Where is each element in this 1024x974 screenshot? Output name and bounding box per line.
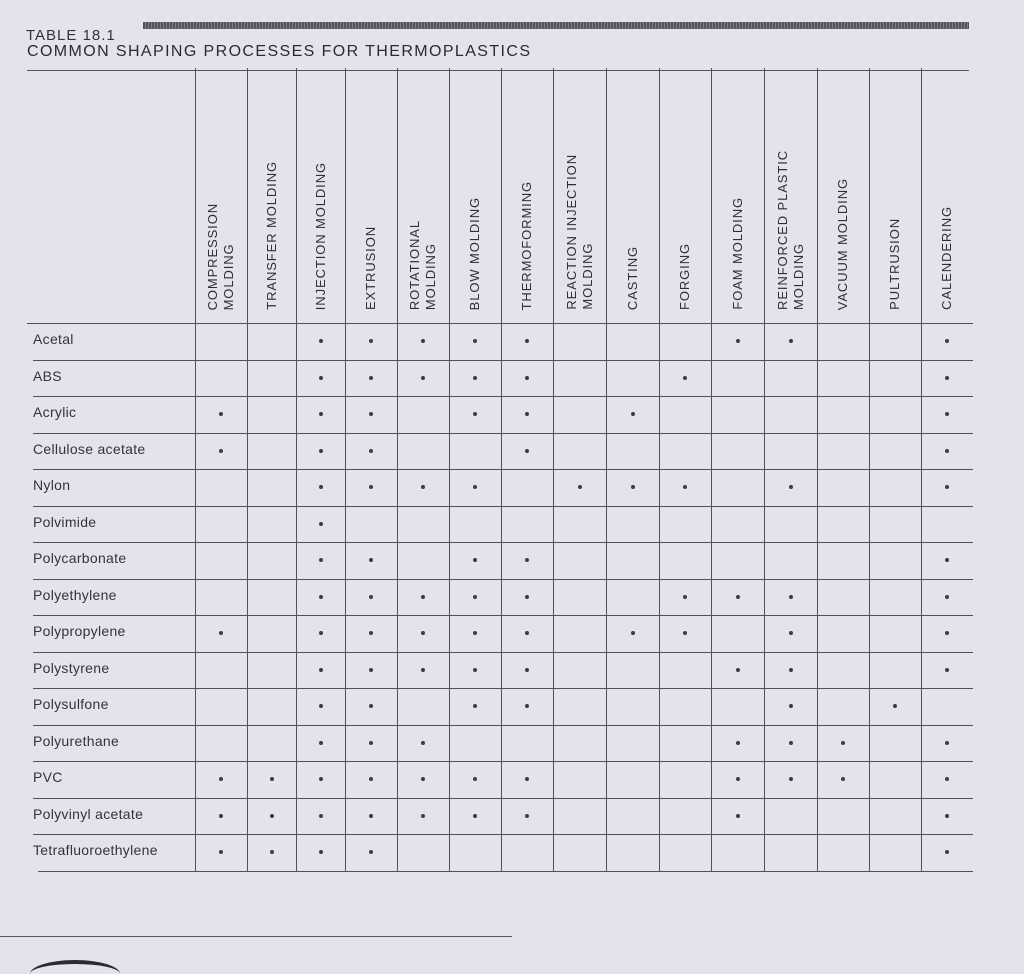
applicability-dot	[473, 558, 477, 562]
applicability-dot	[421, 814, 425, 818]
applicability-dot	[945, 631, 949, 635]
applicability-dot	[219, 814, 223, 818]
applicability-dot	[369, 741, 373, 745]
column-header	[869, 80, 921, 310]
applicability-dot	[683, 631, 687, 635]
applicability-dot	[369, 595, 373, 599]
column-header-label: TRANSFER MOLDING	[263, 161, 279, 310]
applicability-dot	[319, 704, 323, 708]
column-header-label: INJECTION MOLDING	[312, 161, 328, 310]
applicability-dot	[219, 412, 223, 416]
applicability-dot	[219, 449, 223, 453]
applicability-dot	[270, 814, 274, 818]
applicability-dot	[473, 595, 477, 599]
column-header	[659, 80, 711, 310]
row-label: Polyvinyl acetate	[33, 805, 144, 822]
applicability-dot	[945, 741, 949, 745]
applicability-dot	[369, 485, 373, 489]
applicability-dot	[319, 376, 323, 380]
applicability-dot	[421, 595, 425, 599]
applicability-dot	[525, 814, 529, 818]
applicability-dot	[631, 631, 635, 635]
applicability-dot	[319, 777, 323, 781]
applicability-dot	[525, 412, 529, 416]
applicability-dot	[473, 668, 477, 672]
row-divider	[33, 652, 973, 653]
row-divider	[33, 579, 973, 580]
column-header	[817, 80, 869, 310]
applicability-dot	[369, 339, 373, 343]
applicability-dot	[789, 777, 793, 781]
applicability-dot	[945, 412, 949, 416]
row-label: Polystyrene	[33, 659, 110, 676]
row-divider	[33, 615, 973, 616]
row-label: Polyurethane	[33, 732, 120, 749]
applicability-dot	[736, 668, 740, 672]
row-label: Polypropylene	[33, 623, 126, 640]
row-label: Tetrafluoroethylene	[33, 842, 158, 859]
applicability-dot	[421, 668, 425, 672]
row-label: Nylon	[33, 477, 71, 494]
header-rule	[27, 323, 973, 324]
applicability-dot	[945, 449, 949, 453]
applicability-dot	[945, 376, 949, 380]
row-label: Polvimide	[33, 513, 97, 530]
row-divider	[33, 834, 973, 835]
applicability-dot	[473, 777, 477, 781]
column-header	[921, 80, 973, 310]
column-header-label: PULTRUSION	[887, 218, 902, 310]
applicability-dot	[473, 485, 477, 489]
column-header-label: COMPRESSION MOLDING	[205, 202, 236, 310]
applicability-dot	[945, 558, 949, 562]
applicability-dot	[319, 339, 323, 343]
applicability-dot	[421, 777, 425, 781]
row-divider	[38, 871, 973, 872]
applicability-dot	[525, 376, 529, 380]
applicability-dot	[525, 704, 529, 708]
applicability-dot	[319, 741, 323, 745]
column-header-label: VACUUM MOLDING	[835, 177, 850, 310]
row-divider	[33, 688, 973, 689]
applicability-dot	[683, 376, 687, 380]
row-divider	[33, 506, 973, 507]
applicability-dot	[683, 595, 687, 599]
table-label: TABLE 18.1	[26, 27, 116, 44]
applicability-dot	[421, 631, 425, 635]
applicability-dot	[219, 850, 223, 854]
applicability-dot	[369, 449, 373, 453]
applicability-dot	[270, 850, 274, 854]
applicability-dot	[319, 595, 323, 599]
applicability-dot	[736, 339, 740, 343]
row-label: Acetal	[33, 331, 74, 348]
applicability-dot	[369, 668, 373, 672]
applicability-dot	[319, 522, 323, 526]
applicability-dot	[945, 595, 949, 599]
applicability-dot	[525, 558, 529, 562]
applicability-dot	[789, 741, 793, 745]
applicability-dot	[683, 485, 687, 489]
applicability-dot	[736, 595, 740, 599]
column-header	[247, 80, 296, 310]
applicability-dot	[789, 704, 793, 708]
applicability-dot	[525, 631, 529, 635]
row-label: ABS	[33, 367, 62, 384]
applicability-dot	[789, 485, 793, 489]
applicability-dot	[473, 412, 477, 416]
applicability-dot	[473, 631, 477, 635]
applicability-dot	[369, 558, 373, 562]
applicability-dot	[578, 485, 582, 489]
applicability-dot	[319, 449, 323, 453]
applicability-dot	[473, 376, 477, 380]
applicability-dot	[421, 485, 425, 489]
row-label: Polycarbonate	[33, 550, 127, 567]
applicability-dot	[525, 449, 529, 453]
applicability-dot	[736, 777, 740, 781]
applicability-dot	[219, 777, 223, 781]
applicability-dot	[525, 668, 529, 672]
applicability-dot	[421, 741, 425, 745]
applicability-dot	[736, 814, 740, 818]
applicability-dot	[219, 631, 223, 635]
applicability-dot	[270, 777, 274, 781]
applicability-dot	[945, 485, 949, 489]
column-header-label: ROTATIONAL MOLDING	[407, 219, 438, 310]
applicability-dot	[319, 668, 323, 672]
applicability-dot	[841, 741, 845, 745]
applicability-dot	[631, 485, 635, 489]
row-divider	[33, 433, 973, 434]
applicability-dot	[473, 814, 477, 818]
column-header-label: EXTRUSION	[363, 226, 378, 310]
applicability-dot	[369, 412, 373, 416]
applicability-dot	[319, 485, 323, 489]
column-header	[397, 80, 449, 310]
row-divider	[33, 798, 973, 799]
column-header	[553, 80, 606, 310]
column-header-label: REINFORCED PLASTIC MOLDING	[774, 150, 806, 310]
column-header-label: FOAM MOLDING	[729, 197, 745, 310]
row-label: Acrylic	[33, 404, 77, 421]
applicability-dot	[369, 777, 373, 781]
applicability-dot	[319, 814, 323, 818]
column-header	[195, 80, 247, 310]
applicability-dot	[945, 339, 949, 343]
applicability-dot	[369, 814, 373, 818]
column-header	[606, 80, 659, 310]
applicability-dot	[421, 376, 425, 380]
row-divider	[33, 761, 973, 762]
applicability-dot	[789, 595, 793, 599]
row-label: Polyethylene	[33, 586, 117, 603]
row-label: Cellulose acetate	[33, 440, 146, 457]
column-header-label: FORGING	[677, 243, 692, 310]
column-header	[345, 80, 397, 310]
column-header	[764, 80, 817, 310]
applicability-dot	[945, 668, 949, 672]
applicability-dot	[421, 339, 425, 343]
applicability-dot	[736, 741, 740, 745]
applicability-dot	[945, 777, 949, 781]
applicability-dot	[319, 558, 323, 562]
table-title: COMMON SHAPING PROCESSES FOR THERMOPLASTICS	[27, 43, 532, 60]
row-divider	[33, 725, 973, 726]
applicability-dot	[369, 376, 373, 380]
applicability-dot	[841, 777, 845, 781]
column-header-label: THERMOFORMING	[519, 180, 534, 310]
row-divider	[33, 542, 973, 543]
applicability-dot	[789, 668, 793, 672]
row-label: Polysulfone	[33, 696, 109, 713]
column-header	[296, 80, 345, 310]
applicability-dot	[945, 814, 949, 818]
bottom-rule	[0, 936, 512, 937]
applicability-dot	[789, 339, 793, 343]
column-header-label: REACTION INJECTION MOLDING	[563, 154, 595, 310]
applicability-dot	[525, 595, 529, 599]
column-header	[449, 80, 501, 310]
applicability-dot	[319, 412, 323, 416]
row-divider	[33, 360, 973, 361]
column-header-label: CALENDERING	[939, 206, 954, 310]
column-header-label: BLOW MOLDING	[467, 196, 482, 310]
applicability-dot	[369, 704, 373, 708]
applicability-dot	[525, 777, 529, 781]
applicability-dot	[525, 339, 529, 343]
applicability-dot	[945, 850, 949, 854]
applicability-dot	[473, 339, 477, 343]
applicability-dot	[319, 850, 323, 854]
applicability-dot	[319, 631, 323, 635]
row-label: PVC	[33, 769, 63, 786]
column-header	[711, 80, 764, 310]
applicability-dot	[369, 850, 373, 854]
applicability-dot	[473, 704, 477, 708]
applicability-dot	[369, 631, 373, 635]
row-divider	[33, 396, 973, 397]
applicability-dot	[789, 631, 793, 635]
applicability-dot	[893, 704, 897, 708]
applicability-dot	[631, 412, 635, 416]
column-header-label: CASTING	[624, 245, 640, 310]
column-header	[501, 80, 553, 310]
row-divider	[33, 469, 973, 470]
